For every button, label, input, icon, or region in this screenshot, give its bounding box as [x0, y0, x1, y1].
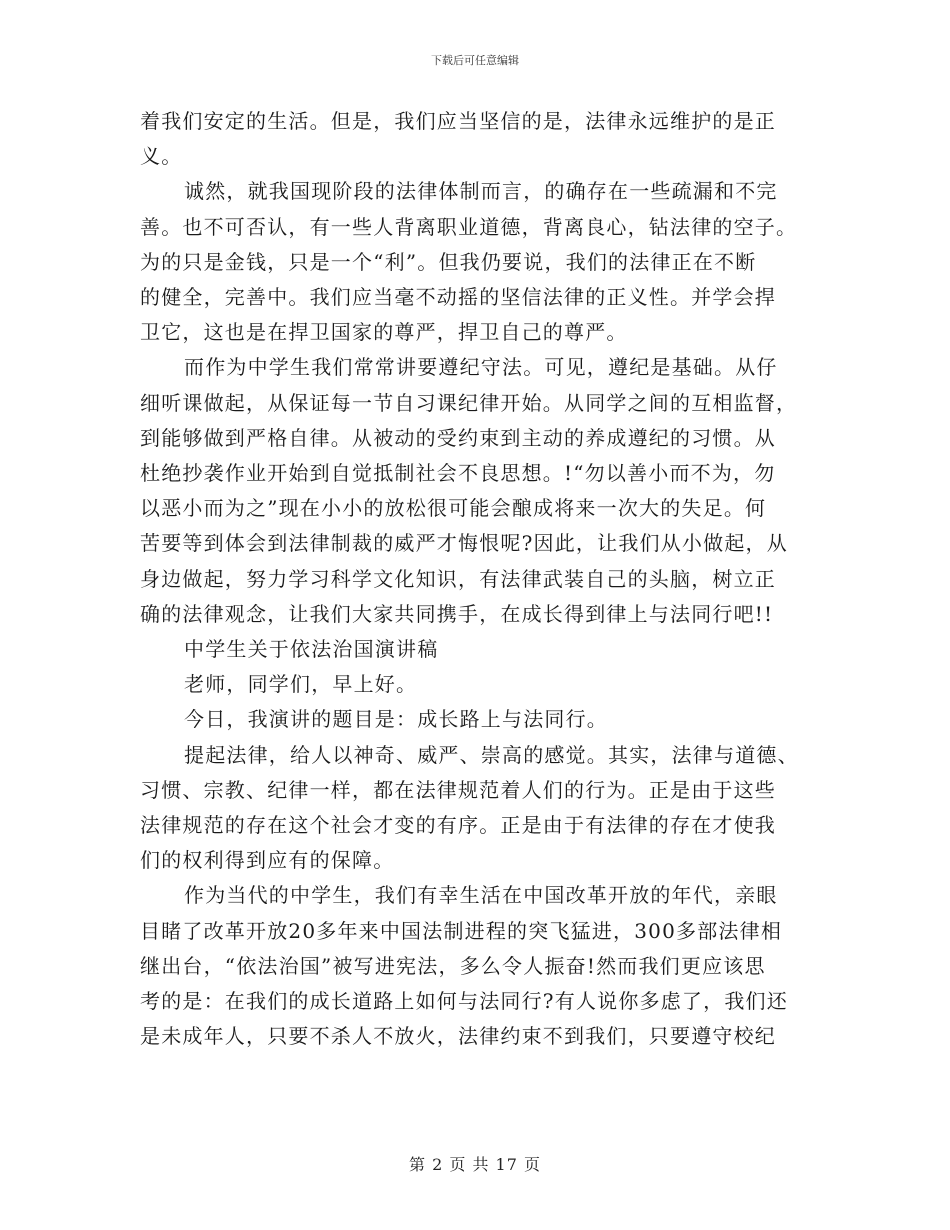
paragraph-line: 到能够做到严格自律。从被动的受约束到主动的养成遵纪的习惯。从: [140, 425, 776, 450]
paragraph-line: 习惯、宗教、纪律一样，都在法律规范着人们的行为。正是由于这些: [140, 777, 776, 802]
page-footer: [0, 1155, 950, 1175]
page-number: 第 2 页 共 17 页: [409, 1155, 541, 1174]
header-note: 下载后可任意编辑: [431, 54, 519, 67]
paragraph-line: 着我们安定的生活。但是，我们应当坚信的是，法律永远维护的是正: [140, 109, 776, 133]
paragraph-line: 是未成年人，只要不杀人不放火，法律约束不到我们，只要遵守校纪: [140, 1024, 776, 1049]
paragraph-line: 诚然，就我国现阶段的法律体制而言，的确存在一些疏漏和不完: [184, 179, 778, 204]
paragraph-line: 苦要等到体会到法律制裁的威严才悔恨呢?因此，让我们从小做起，从: [140, 531, 788, 556]
paragraph-line: 细听课做起，从保证每一节自习课纪律开始。从同学之间的互相监督，: [140, 390, 798, 415]
speech-title: 中学生关于依法治国演讲稿: [184, 637, 439, 662]
paragraph-line: 义。: [140, 144, 183, 169]
page-header: [0, 54, 950, 68]
paragraph-line: 继出台，“依法治国”被写进宪法，多么令人振奋!然而我们更应该思: [140, 953, 766, 978]
paragraph-line: 法律规范的存在这个社会才变的有序。正是由于有法律的存在才使我: [140, 813, 776, 838]
document-body: [140, 104, 810, 1054]
paragraph-line: 作为当代的中学生，我们有幸生活在中国改革开放的年代，亲眼: [184, 883, 778, 908]
paragraph-line: 目睹了改革开放20多年来中国法制进程的突飞猛进，300多部法律相: [140, 918, 783, 943]
paragraph-line: 善。也不可否认，有一些人背离职业道德，背离良心，钻法律的空子。: [140, 214, 798, 239]
paragraph-line: 提起法律，给人以神奇、威严、崇高的感觉。其实，法律与道德、: [184, 742, 799, 767]
paragraph-line: 为的只是金钱，只是一个“利”。但我仍要说，我们的法律正在不断: [140, 249, 757, 274]
paragraph-line: 杜绝抄袭作业开始到自觉抵制社会不良思想。!“勿以善小而不为，勿: [140, 461, 776, 486]
greeting-line: 老师，同学们，早上好。: [184, 672, 418, 697]
paragraph-line: 考的是：在我们的成长道路上如何与法同行?有人说你多虑了，我们还: [140, 989, 788, 1014]
paragraph-line: 确的法律观念，让我们大家共同携手，在成长得到律上与法同行吧!!: [140, 601, 774, 626]
paragraph-line: 们的权利得到应有的保障。: [140, 848, 395, 873]
topic-line: 今日，我演讲的题目是：成长路上与法同行。: [184, 707, 608, 732]
paragraph-line: 而作为中学生我们常常讲要遵纪守法。可见，遵纪是基础。从仔: [184, 355, 778, 380]
paragraph-line: 卫它，这也是在捍卫国家的尊严，捍卫自己的尊严。: [140, 320, 628, 345]
paragraph-line: 身边做起，努力学习科学文化知识，有法律武装自己的头脑，树立正: [140, 566, 776, 591]
paragraph-line: 的健全，完善中。我们应当毫不动摇的坚信法律的正义性。并学会捍: [140, 285, 776, 310]
paragraph-line: 以恶小而为之”现在小小的放松很可能会酿成将来一次大的失足。何: [140, 496, 767, 521]
